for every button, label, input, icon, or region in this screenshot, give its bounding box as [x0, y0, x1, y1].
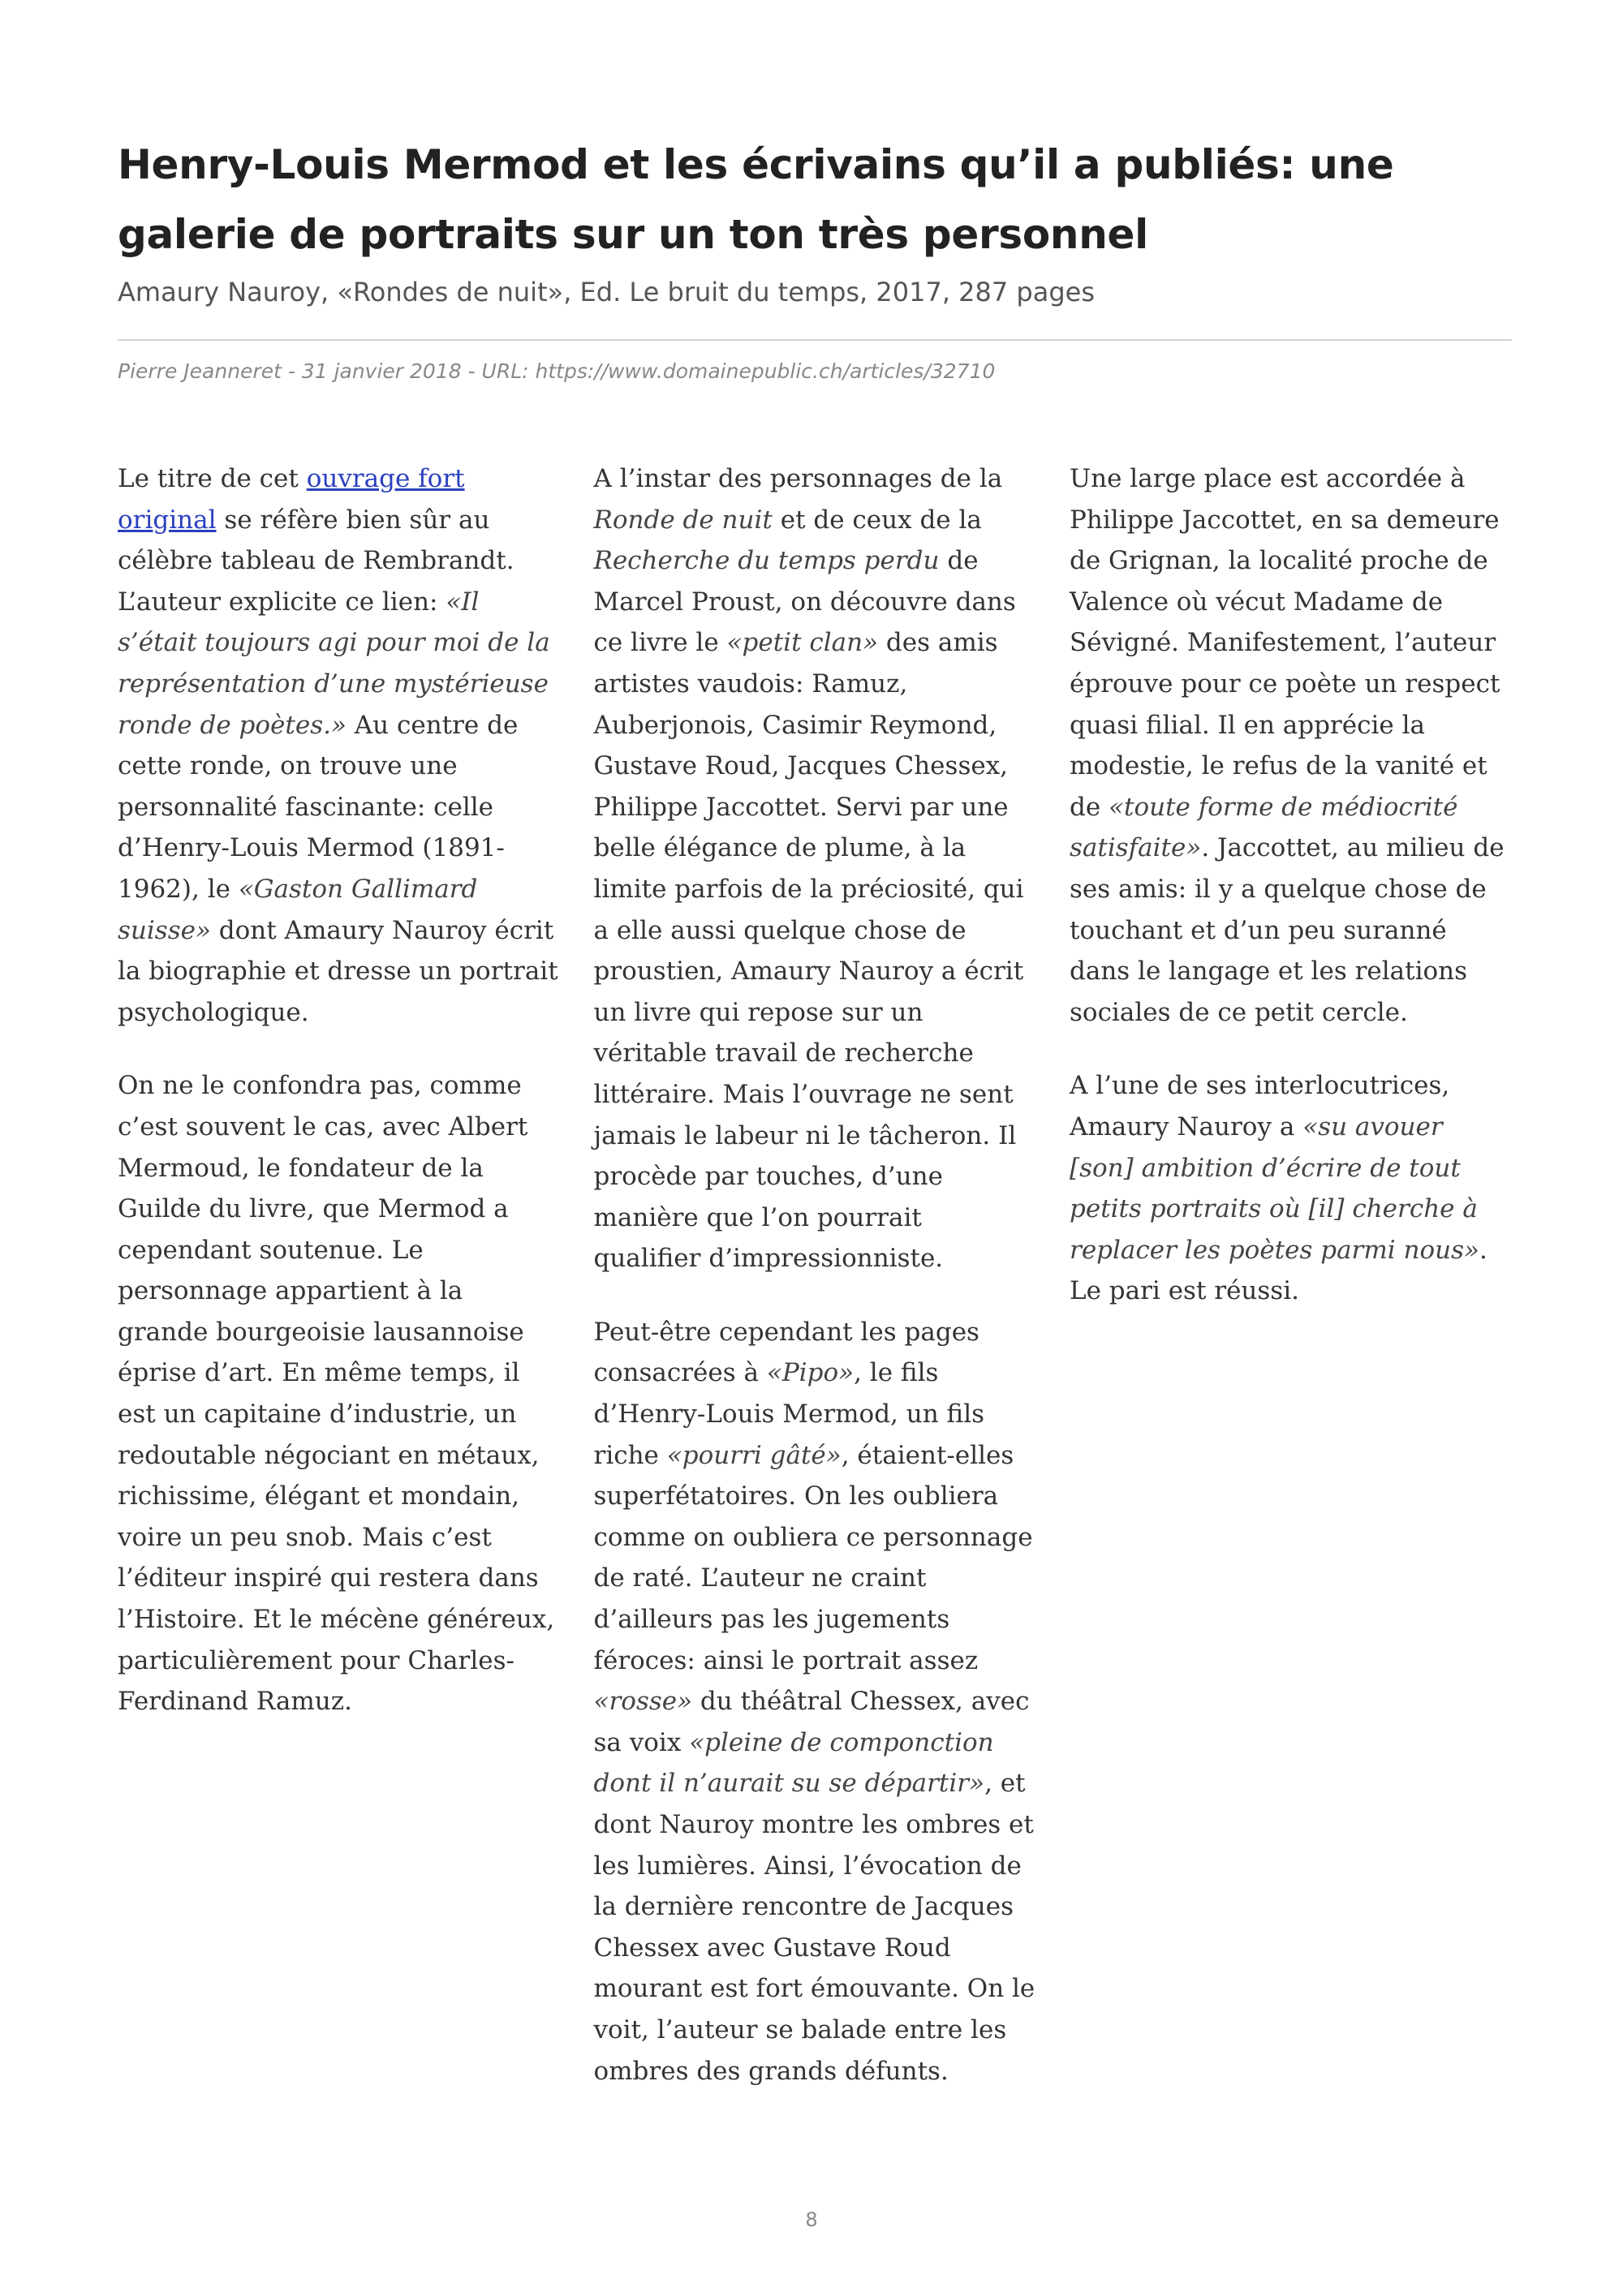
- quote: «petit clan»: [726, 628, 879, 658]
- article-header: [118, 130, 1512, 386]
- column-3: [1070, 458, 1512, 2124]
- page-number: 8: [805, 2208, 818, 2231]
- paragraph-1: Le titre de cet ouvrage fort original se réfère bien sûr au célèbre tableau de Rembrandt. L’auteur explicite ce lien: «Il s’était toujours agi pour moi de la représentation d’une mystérieuse ronde de poètes.» Au centre de cette ronde, on trouve une personnalité fascinante: celle d’Henry-Louis Mermod (1891-1962), le «Gaston Gallimard suisse» dont Amaury Nauroy écrit la biographie et dresse un portrait psychologique.: [118, 464, 558, 1027]
- book-link[interactable]: ouvrage fort original: [118, 464, 465, 535]
- paragraph-6: A l’une de ses interlocutrices, Amaury Nauroy a «su avouer [son] ambition d’écrire de tout petits portraits où [il] cherche à replacer les poètes parmi nous». Le pari est réussi.: [1070, 1071, 1487, 1306]
- quote: «Pipo»: [766, 1358, 855, 1388]
- quote: «Gaston Gallimard suisse»: [118, 874, 478, 945]
- article-body: [118, 458, 1512, 2124]
- paragraph-4: Peut-être cependant les pages consacrées à «Pipo», le fils d’Henry-Louis Mermod, un fils riche «pourri gâté», étaient-elles superfétatoires. On les oubliera comme on oubliera ce personnage de raté. L’auteur ne craint d’ailleurs pas les jugements féroces: ainsi le portrait assez «rosse» du théâtral Chessex, avec sa voix «pleine de componction dont il n’aurait su se départir», et dont Nauroy montre les ombres et les lumières. Ainsi, l’évocation de la dernière rencontre de Jacques Chessex avec Gustave Roud mourant est fort émouvante. On le voit, l’auteur se balade entre les ombres des grands défunts.: [593, 1317, 1035, 2086]
- header-divider: [118, 339, 1512, 341]
- article-subtitle: Amaury Nauroy, «Rondes de nuit», Ed. Le bruit du temps, 2017, 287 pages: [118, 277, 1096, 307]
- quote: «pleine de componction dont il n’aurait su se départir»: [593, 1727, 994, 1799]
- quote: «toute forme de médiocrité satisfaite»: [1070, 792, 1458, 863]
- paragraph-2: On ne le confondra pas, comme c’est souvent le cas, avec Albert Mermoud, le fondateur de la Guilde du livre, que Mermod a cependant soutenue. Le personnage appartient à la grande bourgeoisie lausannoise éprise d’art. En même temps, il est un capitaine d’industrie, un redoutable négociant en métaux, richissime, élégant et mondain, voire un peu snob. Mais c’est l’éditeur inspiré qui restera dans l’Histoire. Et le mécène généreux, particulièrement pour Charles-Ferdinand Ramuz.: [118, 1071, 555, 1717]
- column-2: [594, 458, 1036, 2124]
- work-title: Ronde de nuit: [593, 505, 773, 535]
- quote: «Il s’était toujours agi pour moi de la représentation d’une mystérieuse ronde de poètes.»: [118, 587, 550, 740]
- work-title: Recherche du temps perdu: [593, 546, 940, 576]
- column-1: [118, 458, 560, 2124]
- quote: «rosse»: [593, 1687, 693, 1717]
- paragraph-5: Une large place est accordée à Philippe Jaccottet, en sa demeure de Grignan, la localité proche de Valence où vécut Madame de Sévigné. Manifestement, l’auteur éprouve pour ce poète un respect quasi filial. Il en apprécie la modestie, le refus de la vanité et de «toute forme de médiocrité satisfaite». Jaccottet, au milieu de ses amis: il y a quelque chose de touchant et d’un peu suranné dans le langage et les relations sociales de ce petit cercle.: [1070, 464, 1505, 1027]
- article-meta: Pierre Jeanneret - 31 janvier 2018 - URL: https://www.domainepublic.ch/articles/32710: [118, 359, 996, 383]
- article-title: Henry-Louis Mermod et les écrivains qu’il a publiés: une galerie de portraits sur un ton très personnel: [118, 141, 1394, 258]
- quote: «su avouer [son] ambition d’écrire de tout petits portraits où [il] cherche à replacer les poètes parmi nous»: [1070, 1111, 1480, 1265]
- paragraph-3: A l’instar des personnages de la Ronde de nuit et de ceux de la Recherche du temps perdu de Marcel Proust, on découvre dans ce livre le «petit clan» des amis artistes vaudois: Ramuz, Auberjonois, Casimir Reymond, Gustave Roud, Jacques Chessex, Philippe Jaccottet. Servi par une belle élégance de plume, à la limite parfois de la préciosité, qui a elle aussi quelque chose de proustien, Amaury Nauroy a écrit un livre qui repose sur un véritable travail de recherche littéraire. Mais l’ouvrage ne sent jamais le labeur ni le tâcheron. Il procède par touches, d’une manière que l’on pourrait qualifier d’impressionniste.: [593, 464, 1024, 1274]
- quote: «pourri gâté»: [666, 1440, 842, 1470]
